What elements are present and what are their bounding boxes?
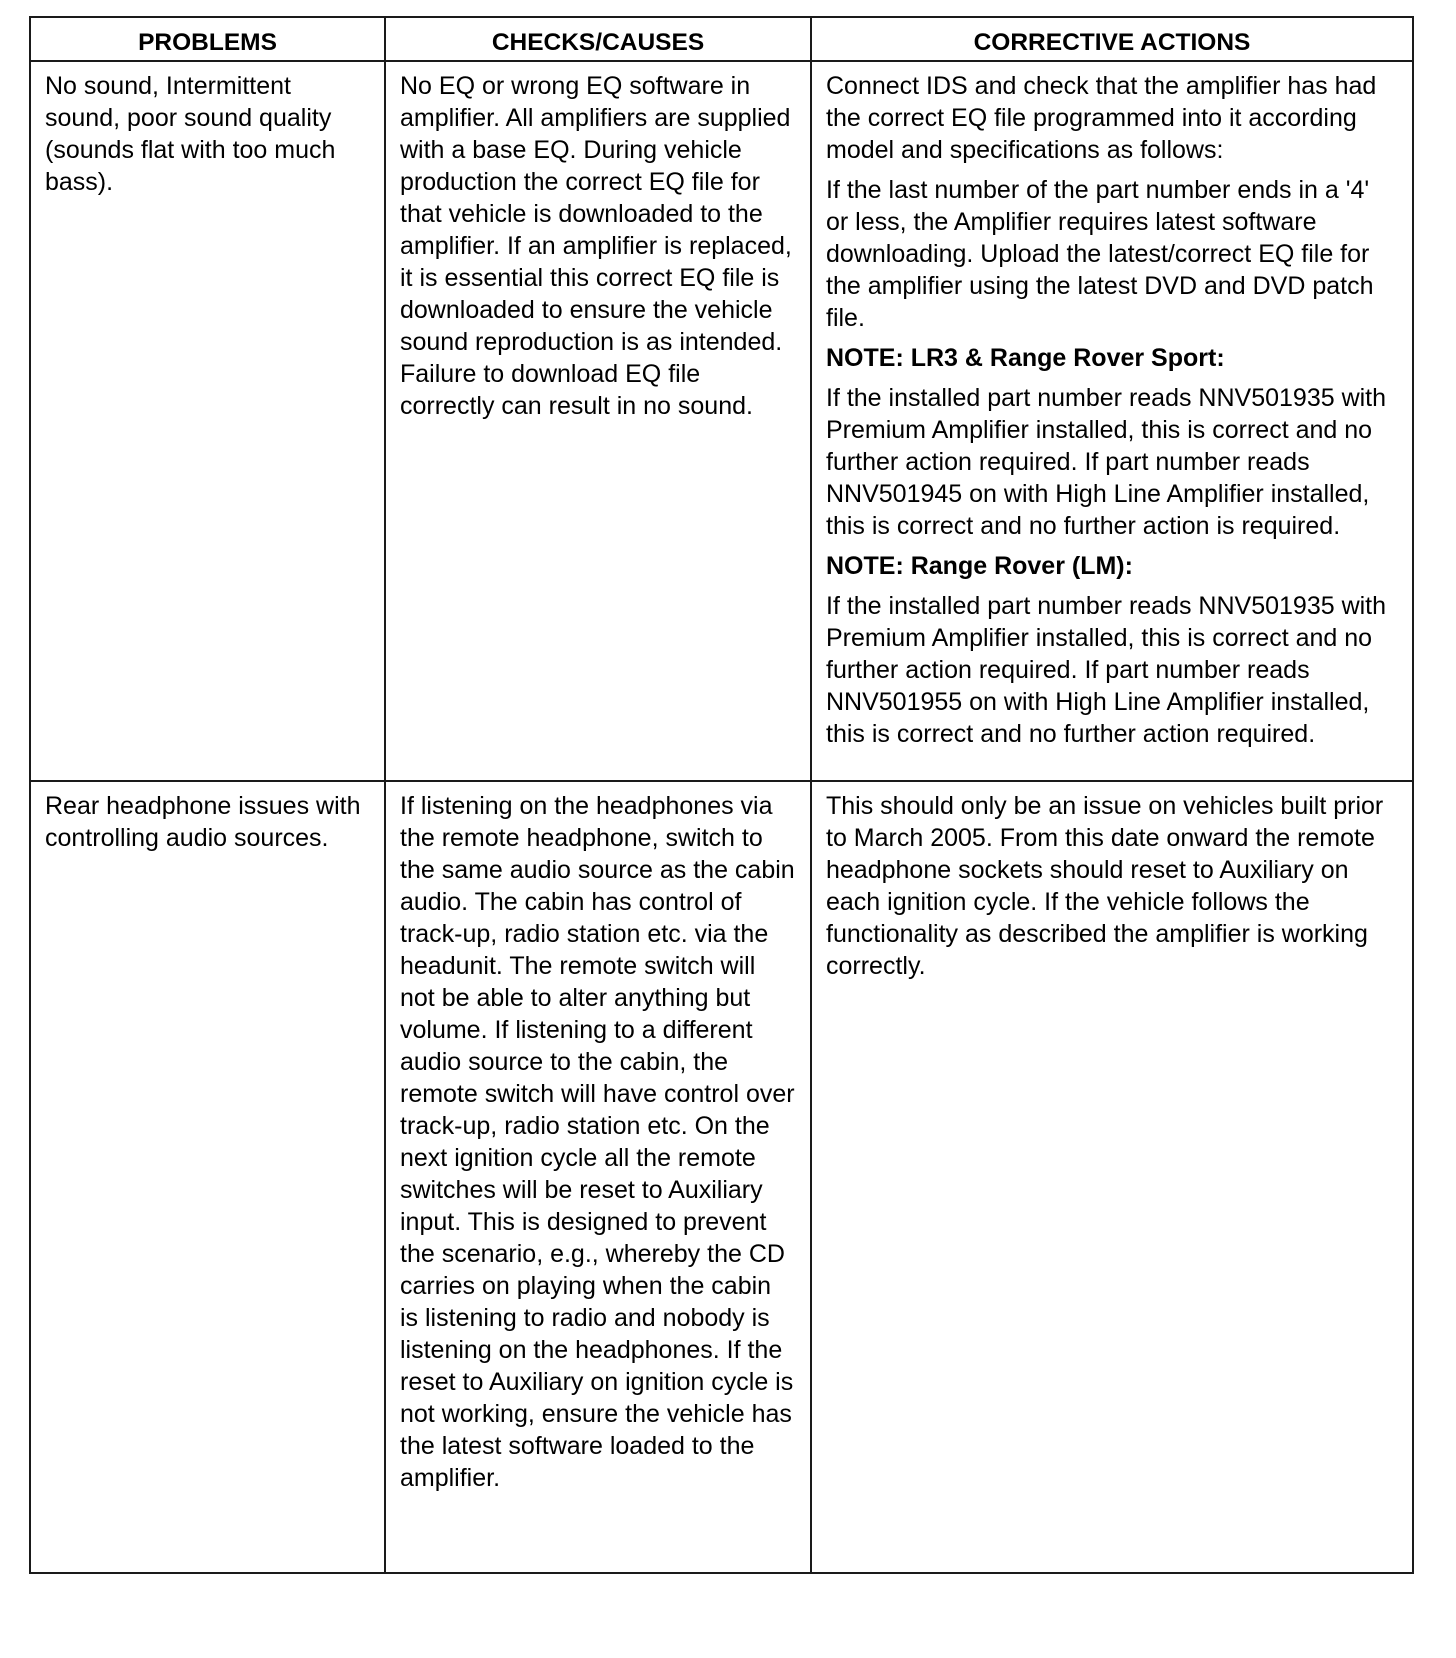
- table-body: [30, 61, 1413, 1573]
- actions-cell: [811, 61, 1413, 781]
- problem-cell: [30, 781, 385, 1573]
- checks-text: No EQ or wrong EQ software in amplifier. All amplifiers are supplied with a base EQ. During vehicle production the correct EQ file for that vehicle is downloaded to the amplifier. If an amplifier is replaced, it is essential this correct EQ file is downloaded to ensure the vehicle sound reproduction is as intended. Failure to download EQ file correctly can result in no sound.: [400, 72, 792, 420]
- header-problems: PROBLEMS: [30, 17, 385, 61]
- problem-text: No sound, Intermittent sound, poor sound quality (sounds flat with too much bass).: [45, 72, 336, 196]
- actions-cell: [811, 781, 1413, 1573]
- problem-cell: [30, 61, 385, 781]
- checks-cell: [385, 61, 811, 781]
- table-header: [30, 17, 1413, 61]
- problem-text: Rear headphone issues with controlling audio sources.: [45, 792, 361, 852]
- note-heading: NOTE: Range Rover (LM):: [826, 552, 1133, 580]
- note-heading: NOTE: LR3 & Range Rover Sport:: [826, 344, 1225, 372]
- header-checks-causes: CHECKS/CAUSES: [385, 17, 811, 61]
- note-text: If the installed part number reads NNV501935 with Premium Amplifier installed, this is correct and no further action required. If part number reads NNV501945 on with High Line Amplifier installed, this is correct and no further action is required.: [826, 384, 1387, 540]
- checks-cell: [385, 781, 811, 1573]
- header-corrective-actions: CORRECTIVE ACTIONS: [811, 17, 1413, 61]
- actions-text: This should only be an issue on vehicles built prior to March 2005. From this date onward the remote headphone sockets should reset to Auxiliary on each ignition cycle. If the vehicle follows the functionality as described the amplifier is working correctly.: [826, 792, 1384, 980]
- table-row: [30, 781, 1413, 1573]
- table-row: [30, 61, 1413, 781]
- troubleshooting-table: [29, 16, 1414, 1574]
- actions-paragraph: Connect IDS and check that the amplifier has had the correct EQ file programmed into it according model and specifications as follows:: [826, 72, 1377, 164]
- header-row: [30, 17, 1413, 61]
- checks-text: If listening on the headphones via the remote headphone, switch to the same audio source as the cabin audio. The cabin has control of track-up, radio station etc. via the headunit. The remote switch will not be able to alter anything but volume. If listening to a different audio source to the cabin, the remote switch will have control over track-up, radio station etc. On the next ignition cycle all the remote switches will be reset to Auxiliary input. This is designed to prevent the scenario, e.g., whereby the CD carries on playing when the cabin is listening to radio and nobody is listening on the headphones. If the reset to Auxiliary on ignition cycle is not working, ensure the vehicle has the latest software loaded to the amplifier.: [400, 792, 795, 1492]
- actions-paragraph: If the last number of the part number ends in a '4' or less, the Amplifier requires latest software downloading. Upload the latest/correct EQ file for the amplifier using the latest DVD and DVD patch file.: [826, 176, 1374, 332]
- note-text: If the installed part number reads NNV501935 with Premium Amplifier installed, this is correct and no further action required. If part number reads NNV501955 on with High Line Amplifier installed, this is correct and no further action required.: [826, 592, 1387, 748]
